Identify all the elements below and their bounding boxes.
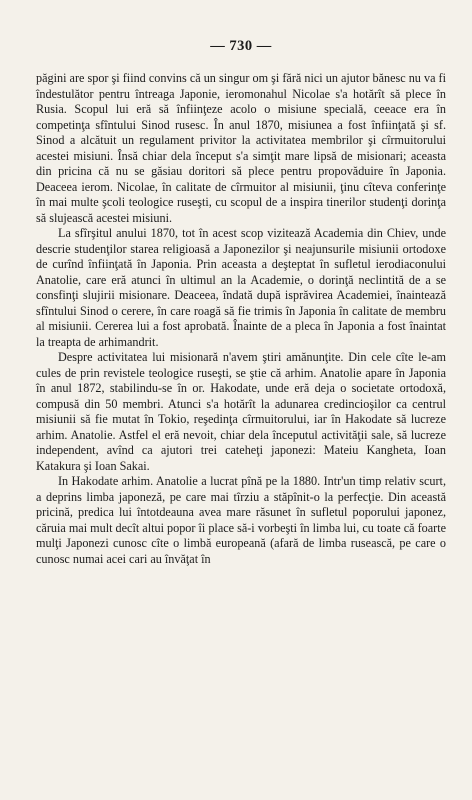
- body-text: [36, 71, 446, 567]
- page-number: — 730 —: [210, 38, 272, 54]
- paragraph-2: La sfîrşitul anului 1870, tot în acest scop vizitează Academia din Chiev, unde descrie studenţilor starea religioasă a Japonezilor şi neajunsurile misiunii ortodoxe de curînd înfiinţată în Japonia. Prin aceasta a deşteptat în sufletul ierodiaconului Anatolie, care eră atunci în ultimul an la Academie, o dorinţă neclintită de a se consfinţi slujirii misionare. Deaceea, îndată după isprăvirea Academiei, înaintează sfîntului Sinod o cerere, în care roagă să fie trimis în Japonia în calitate de membru al misiunii. Cererea lui a fost aprobată. Înainte de a pleca în Japonia a fost înaintat la treapta de arhimandrit.: [36, 226, 446, 349]
- paragraph-1: păgini are spor şi fiind convins că un singur om şi fără nici un ajutor bănesc nu va fi îndestulător pentru întreaga Japonie, ieromonahul Nicolae s'a hotărît să plece în Rusia. Scopul lui eră să înfiinţeze acolo o misiune specială, ceeace era în competinţa sfîntului Sinod rusesc. În anul 1870, misiunea a fost înfiinţată şi sf. Sinod a alcătuit un regulament privitor la activitatea membrilor şi cîrmuitorului acestei misiuni. Însă chiar dela început s'a simţit mare lipsă de misionari; aceasta din pricina că nu se găsiau doritori să plece pentru propovăduire în Japonia. Deaceea ierom. Nicolae, în calitate de cîrmuitor al misiunii, ţinu cîteva conferinţe în mai multe şcoli teologice ruseşti, cu scopul de a inspira tinerilor studenţi dorinţa să slujească acestei misiuni.: [36, 71, 446, 225]
- paragraph-4: In Hakodate arhim. Anatolie a lucrat pînă pe la 1880. Intr'un timp relativ scurt, a deprins limba japoneză, pe care mai tîrziu a stăpînit-o la perfecţie. Din această pricină, predica lui întotdeauna avea mare răsunet în sufletul poporului japonez, căruia mai mult decît altui popor îi place să-i vorbeşti în limba lui, cu toate că foarte mulţi Japonezi cunosc cîte o limbă europeană (afară de limba rusească, pe care o cunosc numai acei cari au învăţat în: [36, 474, 446, 566]
- paragraph-3: Despre activitatea lui misionară n'avem ştiri amănunţite. Din cele cîte le-am cules de prin revistele teologice ruseşti, se ştie că arhim. Anatolie apare în Japonia în anul 1872, stabilindu-se în or. Hakodate, unde eră deja o societate ortodoxă, compusă din 50 membri. Atunci s'a hotărît la adunarea credincioşilor ca centrul misiunii să fie mutat în Tokio, reşedinţa cîrmuitorului, iar în Hakodate să lucreze arhim. Anatolie. Astfel el eră nevoit, chiar dela începutul activităţii sale, să lucreze independent, avînd ca ajutori trei cateheţi japonezi: Mateiu Kangheta, Ioan Katakura şi Ioan Sakai.: [36, 350, 446, 473]
